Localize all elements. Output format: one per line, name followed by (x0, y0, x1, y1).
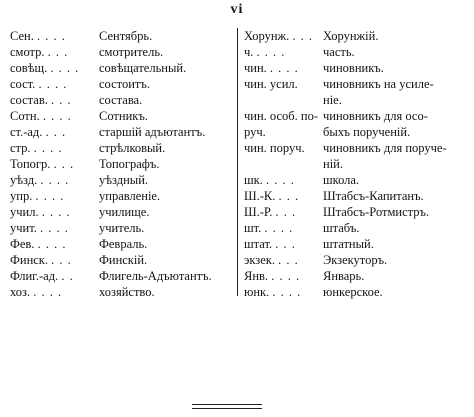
meaning: Сентябрь. (99, 29, 153, 43)
abbreviation-row (10, 188, 236, 204)
abbreviation-row (244, 44, 470, 60)
meaning: чиновникъ для осо- быхъ порученій. (323, 109, 428, 139)
abbreviation: совѣщ. (10, 61, 48, 75)
abbreviation-row (244, 108, 470, 140)
abbreviation: состав. (10, 93, 48, 107)
abbreviation-row (10, 268, 236, 284)
abbreviation: юнк. (244, 285, 270, 299)
leader-dots: . . . (45, 125, 67, 139)
abbreviation: шт. (244, 221, 262, 235)
left-abbreviation-column (10, 28, 236, 300)
leader-dots: . . . . (264, 221, 294, 235)
leader-dots: . . . . (38, 77, 68, 91)
abbreviation-row (10, 252, 236, 268)
leader-dots: . . . . (50, 61, 80, 75)
meaning: Сотникъ. (99, 109, 148, 123)
abbreviation-row (10, 60, 236, 76)
leader-dots: . . . . (269, 61, 299, 75)
leader-dots: . . . (47, 45, 69, 59)
abbreviation-cell (244, 188, 299, 204)
abbreviation-row (10, 236, 236, 252)
abbreviation-row (10, 124, 236, 140)
abbreviation-row (244, 284, 470, 300)
abbreviation-row (244, 268, 470, 284)
meaning: чиновникъ для поруче- ній. (323, 141, 447, 171)
abbreviation-cell (10, 108, 72, 124)
abbreviation-cell (244, 236, 296, 252)
abbreviation-cell (244, 268, 300, 284)
abbreviation-row (244, 236, 470, 252)
abbreviation-cell (10, 44, 68, 60)
abbreviation: хоз. (10, 285, 31, 299)
abbreviation: сост. (10, 77, 36, 91)
abbreviation-cell (10, 220, 69, 236)
meaning: Январь. (323, 269, 365, 283)
abbreviation-cell (10, 204, 71, 220)
meaning: Экзекуторъ. (323, 253, 388, 267)
abbreviation: чин. (244, 61, 267, 75)
meaning: уѣздный. (99, 173, 149, 187)
abbreviation-cell (10, 76, 67, 92)
abbreviation: шк. (244, 173, 263, 187)
abbreviation: Топогр. (10, 157, 51, 171)
abbreviation-cell (10, 60, 79, 76)
abbreviation-row (244, 252, 470, 268)
meaning: Штабсъ-Ротмистръ. (323, 205, 430, 219)
abbreviation-row (244, 76, 470, 108)
meaning: юнкерское. (323, 285, 383, 299)
abbreviation-cell (10, 284, 62, 300)
meaning: старшій адъютантъ. (99, 125, 206, 139)
abbreviation: экзек. (244, 253, 275, 267)
abbreviation: Фев. (10, 237, 35, 251)
abbreviation: уѣзд. (10, 173, 38, 187)
leader-dots: . . . . (42, 109, 72, 123)
abbreviation: учил. (10, 205, 39, 219)
abbreviation-cell (244, 172, 295, 188)
abbreviation-row (244, 28, 470, 44)
leader-dots: . . . . (33, 285, 63, 299)
abbreviation: Янв. (244, 269, 269, 283)
abbreviation-cell (244, 204, 296, 220)
abbreviation-row (244, 60, 470, 76)
abbreviation-cell (10, 156, 74, 172)
leader-dots: . . . (50, 93, 72, 107)
meaning: чиновникъ на усиле- ніе. (323, 77, 434, 107)
meaning: Хорунжій. (323, 29, 379, 43)
meaning: часть. (323, 45, 355, 59)
abbreviation: Финск. (10, 253, 49, 267)
abbreviation: штат. (244, 237, 273, 251)
meaning: совѣщательный. (99, 61, 187, 75)
abbreviation-row (10, 140, 236, 156)
abbreviation-row (244, 204, 470, 220)
abbreviation-row (244, 220, 470, 236)
abbreviation: смотр. (10, 45, 45, 59)
leader-dots: . . . (53, 157, 75, 171)
abbreviation: Хорунж. (244, 29, 290, 43)
abbreviation-cell (10, 172, 69, 188)
meaning: управленіе. (99, 189, 161, 203)
meaning: училище. (99, 205, 150, 219)
leader-dots: . . . (278, 253, 299, 267)
page-number: vi (230, 2, 244, 17)
leader-dots: . . . (51, 253, 72, 267)
abbreviation: чин. поруч. (244, 141, 305, 155)
meaning: школа. (323, 173, 360, 187)
abbreviation: упр. (10, 189, 33, 203)
abbreviation-cell (10, 124, 66, 140)
abbreviation-row (10, 156, 236, 172)
meaning: Финскій. (99, 253, 148, 267)
meaning: штабъ. (323, 221, 360, 235)
leader-dots: . . . . (41, 205, 71, 219)
abbreviation-cell (10, 252, 72, 268)
meaning: стрѣлковый. (99, 141, 166, 155)
abbreviation-row (10, 28, 236, 44)
abbreviation-cell (10, 92, 72, 108)
leader-dots: . . . (275, 205, 297, 219)
meaning: Флигель-Адъютантъ. (99, 269, 212, 283)
abbreviation-row (10, 92, 236, 108)
abbreviation-cell (244, 44, 285, 60)
meaning: состава. (99, 93, 143, 107)
leader-dots: . . . . (256, 45, 286, 59)
meaning: хозяйство. (99, 285, 155, 299)
leader-dots: . . . . (265, 173, 295, 187)
abbreviation-row (10, 220, 236, 236)
leader-dots: . . . . (36, 29, 66, 43)
leader-dots: . . . . (272, 285, 302, 299)
abbreviation: ч. (244, 45, 254, 59)
leader-dots: . . . . (37, 237, 67, 251)
meaning: состоитъ. (99, 77, 150, 91)
abbreviation-row (10, 204, 236, 220)
meaning: смотритель. (99, 45, 164, 59)
abbreviation-row (10, 284, 236, 300)
abbreviation: Ш.-Р. (244, 205, 273, 219)
abbreviation: ст.-ад. (10, 125, 43, 139)
abbreviation: Флиг.-ад. (10, 269, 59, 283)
abbreviation-row (10, 44, 236, 60)
abbreviation-cell (10, 236, 66, 252)
abbreviation: чин. особ. по- руч. (244, 109, 318, 139)
abbreviation: стр. (10, 141, 31, 155)
leader-dots: . . . . (271, 269, 301, 283)
leader-dots: . . . (275, 237, 296, 251)
abbreviation-cell (10, 188, 64, 204)
leader-dots: . . . . (35, 189, 65, 203)
abbreviation-cell (244, 76, 298, 92)
meaning: Февраль. (99, 237, 148, 251)
abbreviation-row (10, 172, 236, 188)
abbreviation-cell (244, 60, 299, 76)
abbreviation-cell (244, 220, 293, 236)
abbreviation-row (244, 140, 470, 172)
abbreviation-cell (244, 108, 318, 140)
meaning: чиновникъ. (323, 61, 384, 75)
abbreviation: учит. (10, 221, 37, 235)
abbreviation-row (244, 188, 470, 204)
leader-dots: . . . . (40, 221, 69, 235)
leader-dots: . . . (278, 189, 300, 203)
abbreviation-cell (244, 140, 305, 156)
bottom-double-rule (192, 404, 262, 409)
abbreviation-cell (244, 252, 299, 268)
leader-dots: . . . (292, 29, 314, 43)
abbreviation-cell (244, 28, 313, 44)
abbreviation-cell (244, 284, 301, 300)
abbreviation-row (10, 76, 236, 92)
abbreviation-cell (10, 28, 66, 44)
meaning: штатный. (323, 237, 374, 251)
abbreviation: Сотн. (10, 109, 40, 123)
abbreviation: Ш.-К. (244, 189, 276, 203)
meaning: учитель. (99, 221, 145, 235)
leader-dots: . . . . (40, 173, 70, 187)
abbreviation-row (244, 172, 470, 188)
meaning: Топографъ. (99, 157, 160, 171)
abbreviation-cell (10, 140, 63, 156)
meaning: Штабсъ-Капитанъ. (323, 189, 424, 203)
abbreviation: Сен. (10, 29, 34, 43)
leader-dots: . . (61, 269, 74, 283)
abbreviation-row (10, 108, 236, 124)
abbreviation-cell (10, 268, 74, 284)
column-divider (237, 28, 238, 296)
leader-dots: . . . . (33, 141, 63, 155)
right-abbreviation-column (244, 28, 470, 300)
abbreviation: чин. усил. (244, 77, 298, 91)
